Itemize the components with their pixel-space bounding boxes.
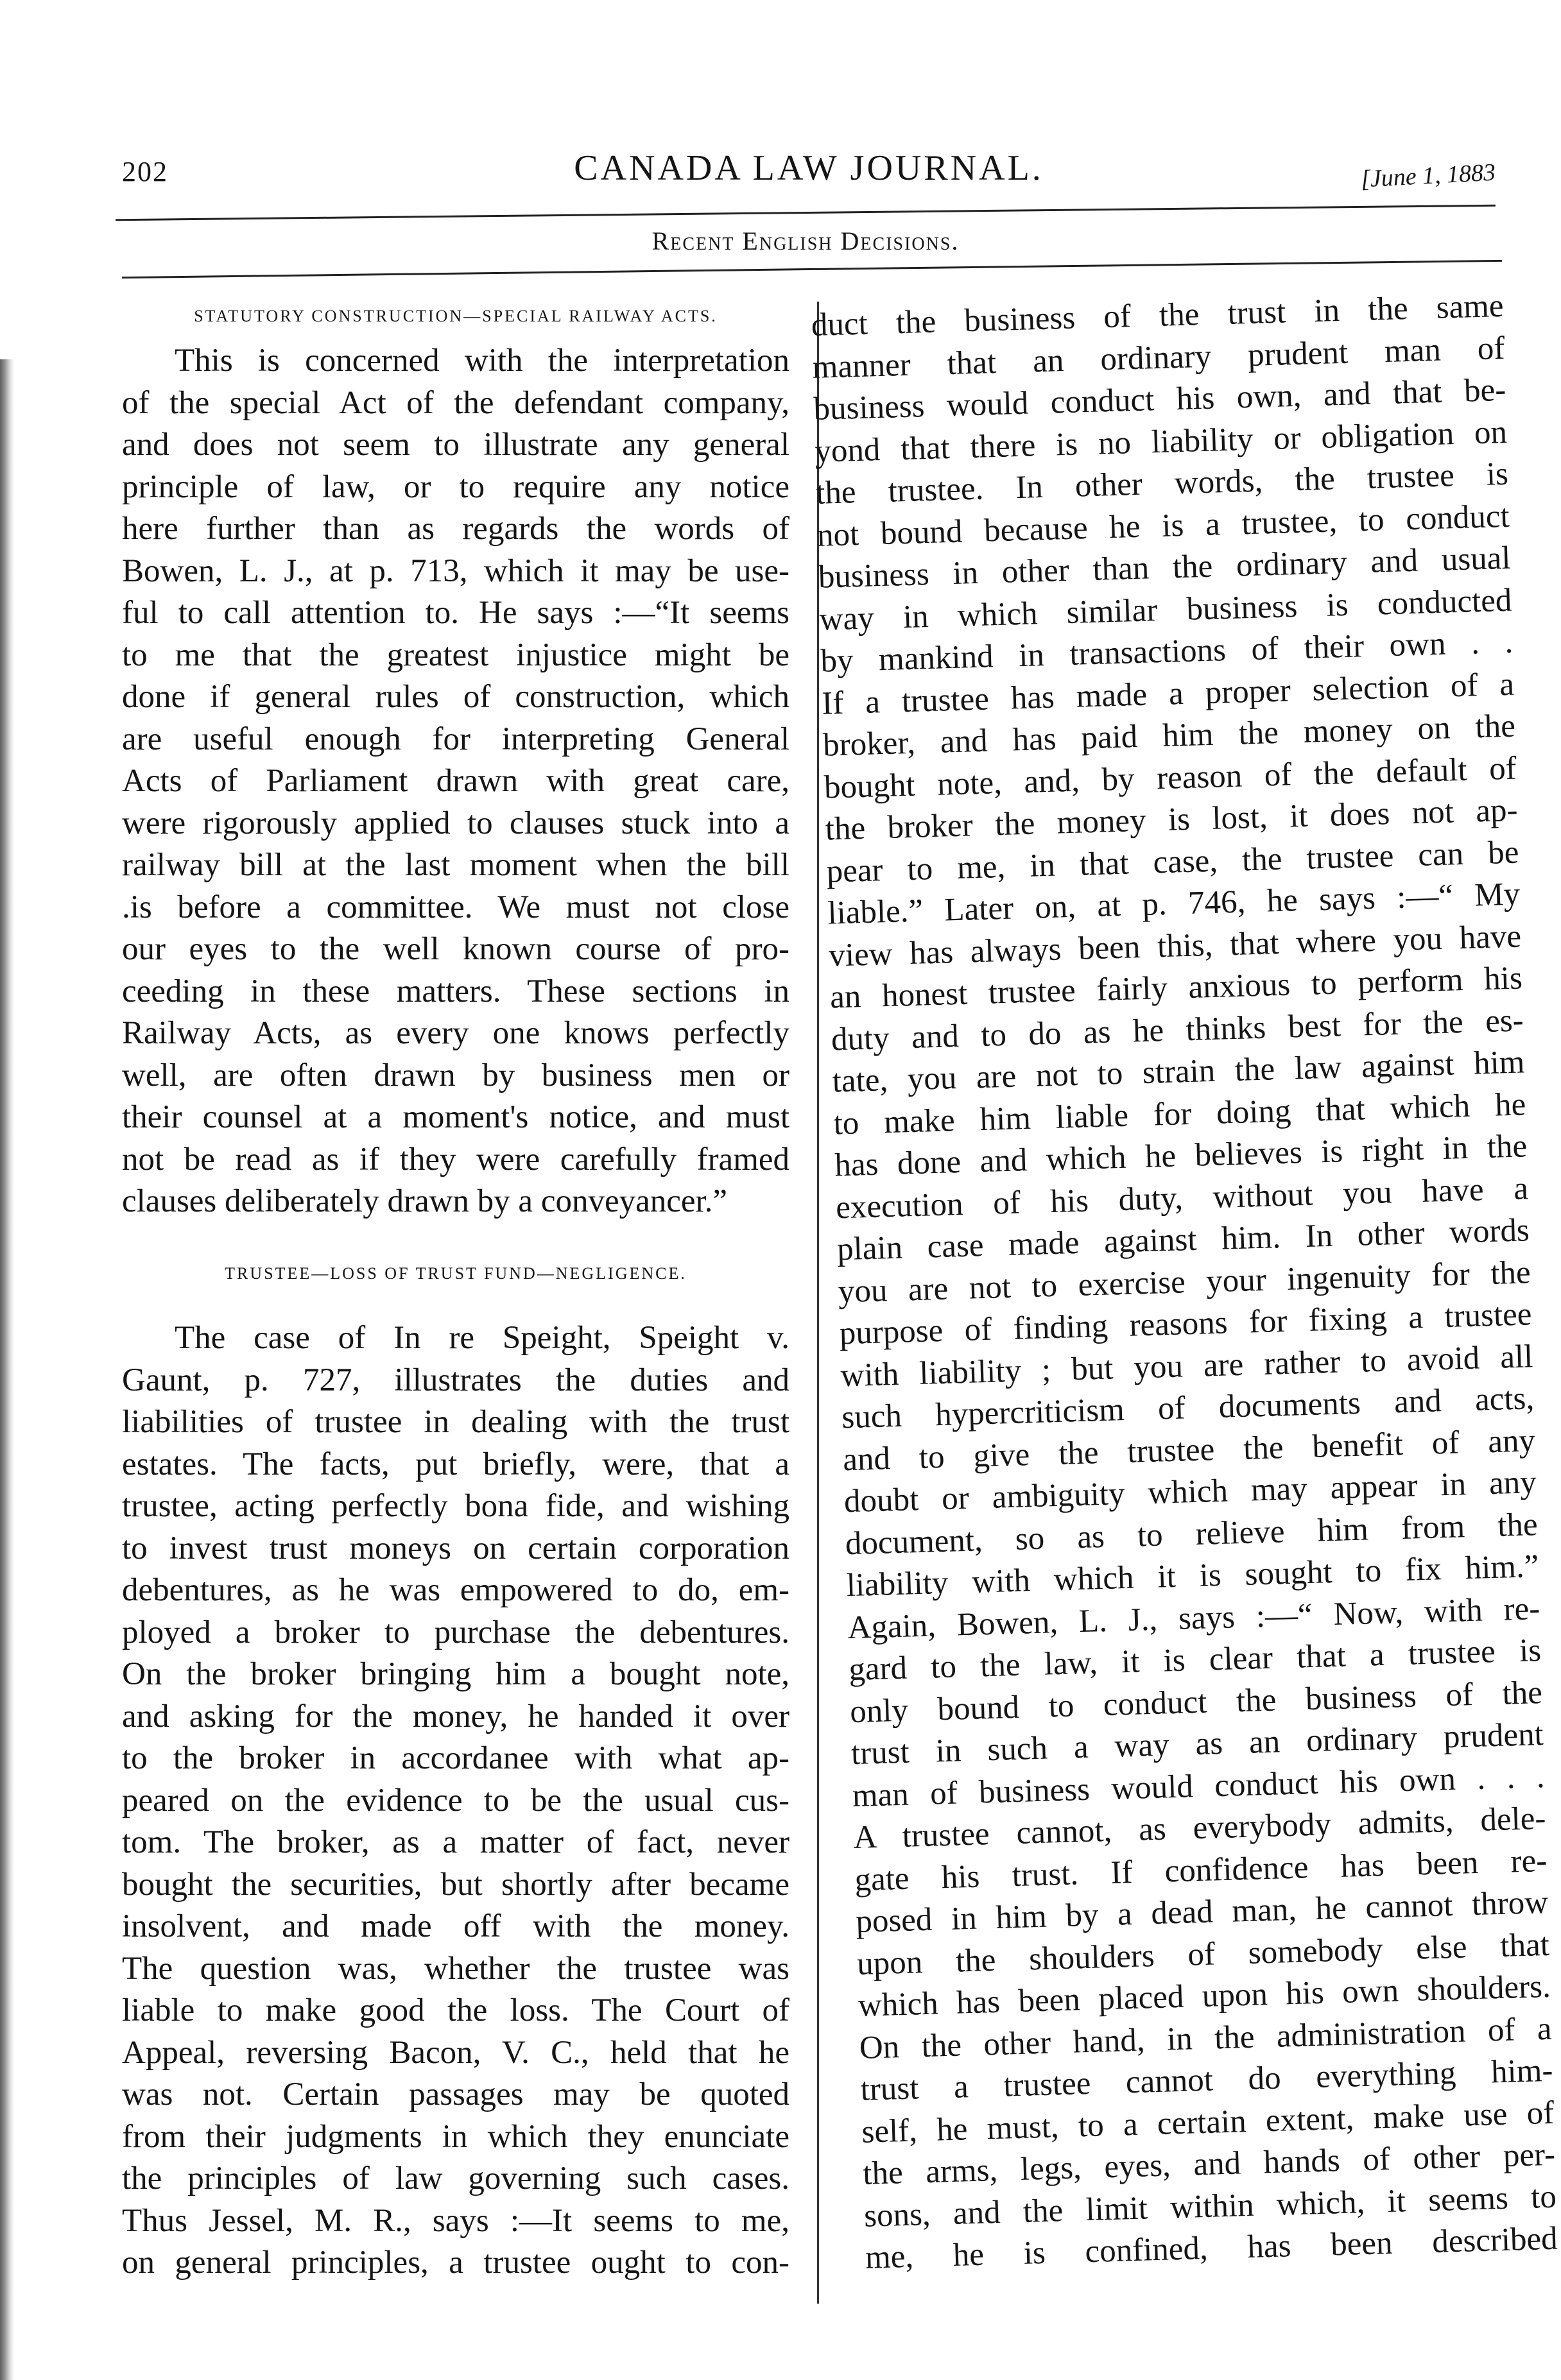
text-line: only bound to conduct the business of the — [849, 1674, 1543, 1730]
text-line: bought note, and, by reason of the default of — [824, 750, 1517, 806]
text-line: liable to make good the loss. The Court of — [122, 1992, 789, 2028]
text-line: Thus Jessel, M. R., says :—It seems to me, — [122, 2202, 789, 2239]
text-line: way in which similar business is conducted — [818, 582, 1513, 638]
text-line: and to give the trustee the benefit of any — [842, 1422, 1536, 1478]
text-line: such hypercriticism of documents and acts, — [841, 1380, 1535, 1436]
paragraph-statutory-construction — [122, 340, 789, 1223]
text-line: manner that an ordinary prudent man of — [811, 330, 1506, 386]
running-header — [122, 148, 1496, 199]
text-line: an honest trustee fairly anxious to perform his — [829, 960, 1523, 1016]
text-line: their counsel at a moment's notice, and must — [122, 1099, 789, 1135]
text-line: Gaunt, p. 727, illustrates the duties and — [122, 1362, 789, 1398]
text-line: with liability ; but you are rather to avoid all — [840, 1338, 1533, 1394]
text-line: plain case made against him. In other words — [836, 1212, 1530, 1268]
paragraph-trustee-negligence — [122, 1317, 789, 2284]
text-line: liability with which it is sought to fix him.” — [845, 1548, 1540, 1604]
text-line: the trustee. In other words, the trustee is — [815, 456, 1509, 511]
text-line: trust a trustee cannot do everything him- — [859, 2052, 1554, 2108]
text-line: bought the securities, but shortly after became — [122, 1866, 789, 1903]
text-line: upon the shoulders of somebody else that — [856, 1926, 1550, 1982]
text-line: not bound because he is a trustee, to conduct — [816, 498, 1510, 554]
text-line: doubt or ambiguity which may appear in any — [843, 1464, 1537, 1520]
text-line: the principles of law governing such cases. — [122, 2161, 789, 2196]
text-line: tate, you are not to strain the law against him — [832, 1044, 1526, 1100]
left-column — [122, 340, 789, 2284]
scan-shadow-edge — [0, 359, 14, 2380]
issue-date: [June 1, 1883 — [1360, 158, 1496, 193]
text-line: not be read as if they were carefully framed — [122, 1141, 789, 1177]
text-line: by mankind in transactions of their own . . — [820, 624, 1514, 680]
text-line: from their judgments in which they enunciate — [122, 2118, 789, 2155]
text-line: Appeal, reversing Bacon, V. C., held that he — [122, 2034, 789, 2071]
text-line: business in other than the ordinary and usual — [818, 540, 1512, 595]
journal-title: CANADA LAW JOURNAL. — [574, 148, 1044, 188]
text-line: ployed a broker to purchase the debentures. — [122, 1614, 789, 1650]
text-line: trust in such a way as an ordinary prudent — [850, 1716, 1544, 1772]
text-line: document, so as to relieve him from the — [845, 1506, 1539, 1562]
text-line: done if general rules of construction, which — [122, 679, 789, 715]
text-line: to the broker in accordanee with what ap- — [122, 1740, 789, 1776]
text-line: liabilities of trustee in dealing with the trust — [122, 1404, 789, 1440]
text-line: ful to call attention to. He says :—“It seems — [122, 595, 789, 631]
text-line: duct the business of the trust in the same — [811, 287, 1505, 343]
text-line: sons, and the limit within which, it seems to — [863, 2179, 1557, 2234]
text-line: were rigorously applied to clauses stuck into a — [122, 805, 789, 841]
text-line: view has always been this, that where you have — [828, 918, 1522, 974]
text-line: On the other hand, in the administration of a — [859, 2010, 1553, 2066]
text-line: me, he is confined, has been described — [865, 2220, 1558, 2276]
text-line: insolvent, and made off with the money. — [122, 1908, 789, 1944]
text-line: which has been placed upon his own shoulders. — [858, 1968, 1551, 2024]
text-line: was not. Certain passages may be quoted — [122, 2076, 789, 2112]
text-line: A trustee cannot, as everybody admits, dele- — [852, 1800, 1547, 1856]
section-rule — [122, 260, 1502, 278]
text-line: ceeding in these matters. These sections in — [122, 973, 789, 1009]
text-line: The question was, whether the trustee was — [122, 1950, 789, 1987]
text-line: business would conduct his own, and that be- — [813, 372, 1506, 427]
text-line: Bowen, L. J., at p. 713, which it may be use- — [122, 552, 789, 589]
text-line: Railway Acts, as every one knows perfectly — [122, 1015, 789, 1051]
text-line: has done and which he believes is right in the — [834, 1128, 1528, 1184]
text-line: execution of his duty, without you have a — [835, 1170, 1529, 1226]
text-line: are useful enough for interpreting General — [122, 721, 789, 757]
text-line: trustee, acting perfectly bona fide, and wishing — [122, 1488, 789, 1524]
text-line: here further than as regards the words of — [122, 511, 789, 547]
text-line: our eyes to the well known course of pro- — [122, 931, 789, 967]
text-line: well, are often drawn by business men or — [122, 1057, 789, 1093]
text-line: the arms, legs, eyes, and hands of other per- — [862, 2136, 1556, 2192]
text-line: clauses deliberately drawn by a conveyancer.” — [122, 1183, 728, 1219]
text-line: posed in him by a dead man, he cannot throw — [855, 1884, 1549, 1940]
text-line: Again, Bowen, L. J., says :—“ Now, with re- — [847, 1590, 1540, 1646]
text-line: to me that the greatest injustice might be — [122, 637, 789, 673]
text-line: .is before a committee. We must not close — [122, 889, 789, 925]
text-line: gard to the law, it is clear that a trustee is — [848, 1632, 1542, 1688]
text-line: On the broker bringing him a bought note, — [122, 1656, 789, 1692]
text-line: you are not to exercise your ingenuity for the — [838, 1254, 1531, 1310]
text-line: If a trustee has made a proper selection of a — [821, 666, 1515, 722]
right-column — [810, 286, 1558, 2279]
text-line: on general principles, a trustee ought to con- — [122, 2245, 789, 2281]
header-rule — [116, 205, 1496, 221]
text-line: and asking for the money, he handed it over — [122, 1698, 789, 1734]
text-line: to invest trust moneys on certain corporation — [122, 1530, 789, 1566]
text-line: gate his trust. If confidence has been re- — [854, 1842, 1548, 1898]
text-line: Acts of Parliament drawn with great care, — [122, 763, 789, 799]
text-line: duty and to do as he thinks best for the es- — [831, 1002, 1524, 1058]
text-line: of the special Act of the defendant company, — [122, 384, 789, 421]
text-line: railway bill at the last moment when the bill — [122, 847, 789, 883]
text-line: man of business would conduct his own . . . — [852, 1758, 1546, 1814]
text-line: broker, and has paid him the money on the — [822, 708, 1516, 764]
text-line: yond that there is no liability or obligation on — [814, 414, 1508, 470]
text-line: tom. The broker, as a matter of fact, never — [122, 1824, 789, 1860]
text-line: and does not seem to illustrate any general — [122, 427, 789, 463]
subheading-statutory-construction: STATUTORY CONSTRUCTION—SPECIAL RAILWAY ACTS. — [194, 307, 718, 325]
text-line: This is concerned with the interpretation — [175, 343, 789, 379]
text-line: debentures, as he was empowered to do, em- — [122, 1572, 789, 1608]
text-line: the broker the money is lost, it does not ap- — [825, 792, 1519, 848]
section-heading: Recent English Decisions. — [651, 227, 960, 255]
text-line: pear to me, in that case, the trustee can be — [825, 834, 1520, 890]
text-line: self, he must, to a certain extent, make use of — [861, 2094, 1555, 2150]
text-line: estates. The facts, put briefly, were, that a — [122, 1446, 789, 1482]
text-line: liable.” Later on, at p. 746, he says :—“ My — [827, 876, 1521, 932]
text-line: The case of In re Speight, Speight v. — [175, 1320, 789, 1356]
text-line: peared on the evidence to be the usual cus- — [122, 1782, 789, 1819]
page-number: 202 — [122, 156, 168, 187]
text-line: principle of law, or to require any notice — [122, 468, 789, 505]
text-line: purpose of finding reasons for fixing a trustee — [839, 1296, 1533, 1352]
subheading-trustee-negligence: TRUSTEE—LOSS OF TRUST FUND—NEGLIGENCE. — [225, 1263, 687, 1283]
text-line: to make him liable for doing that which he — [832, 1086, 1527, 1142]
